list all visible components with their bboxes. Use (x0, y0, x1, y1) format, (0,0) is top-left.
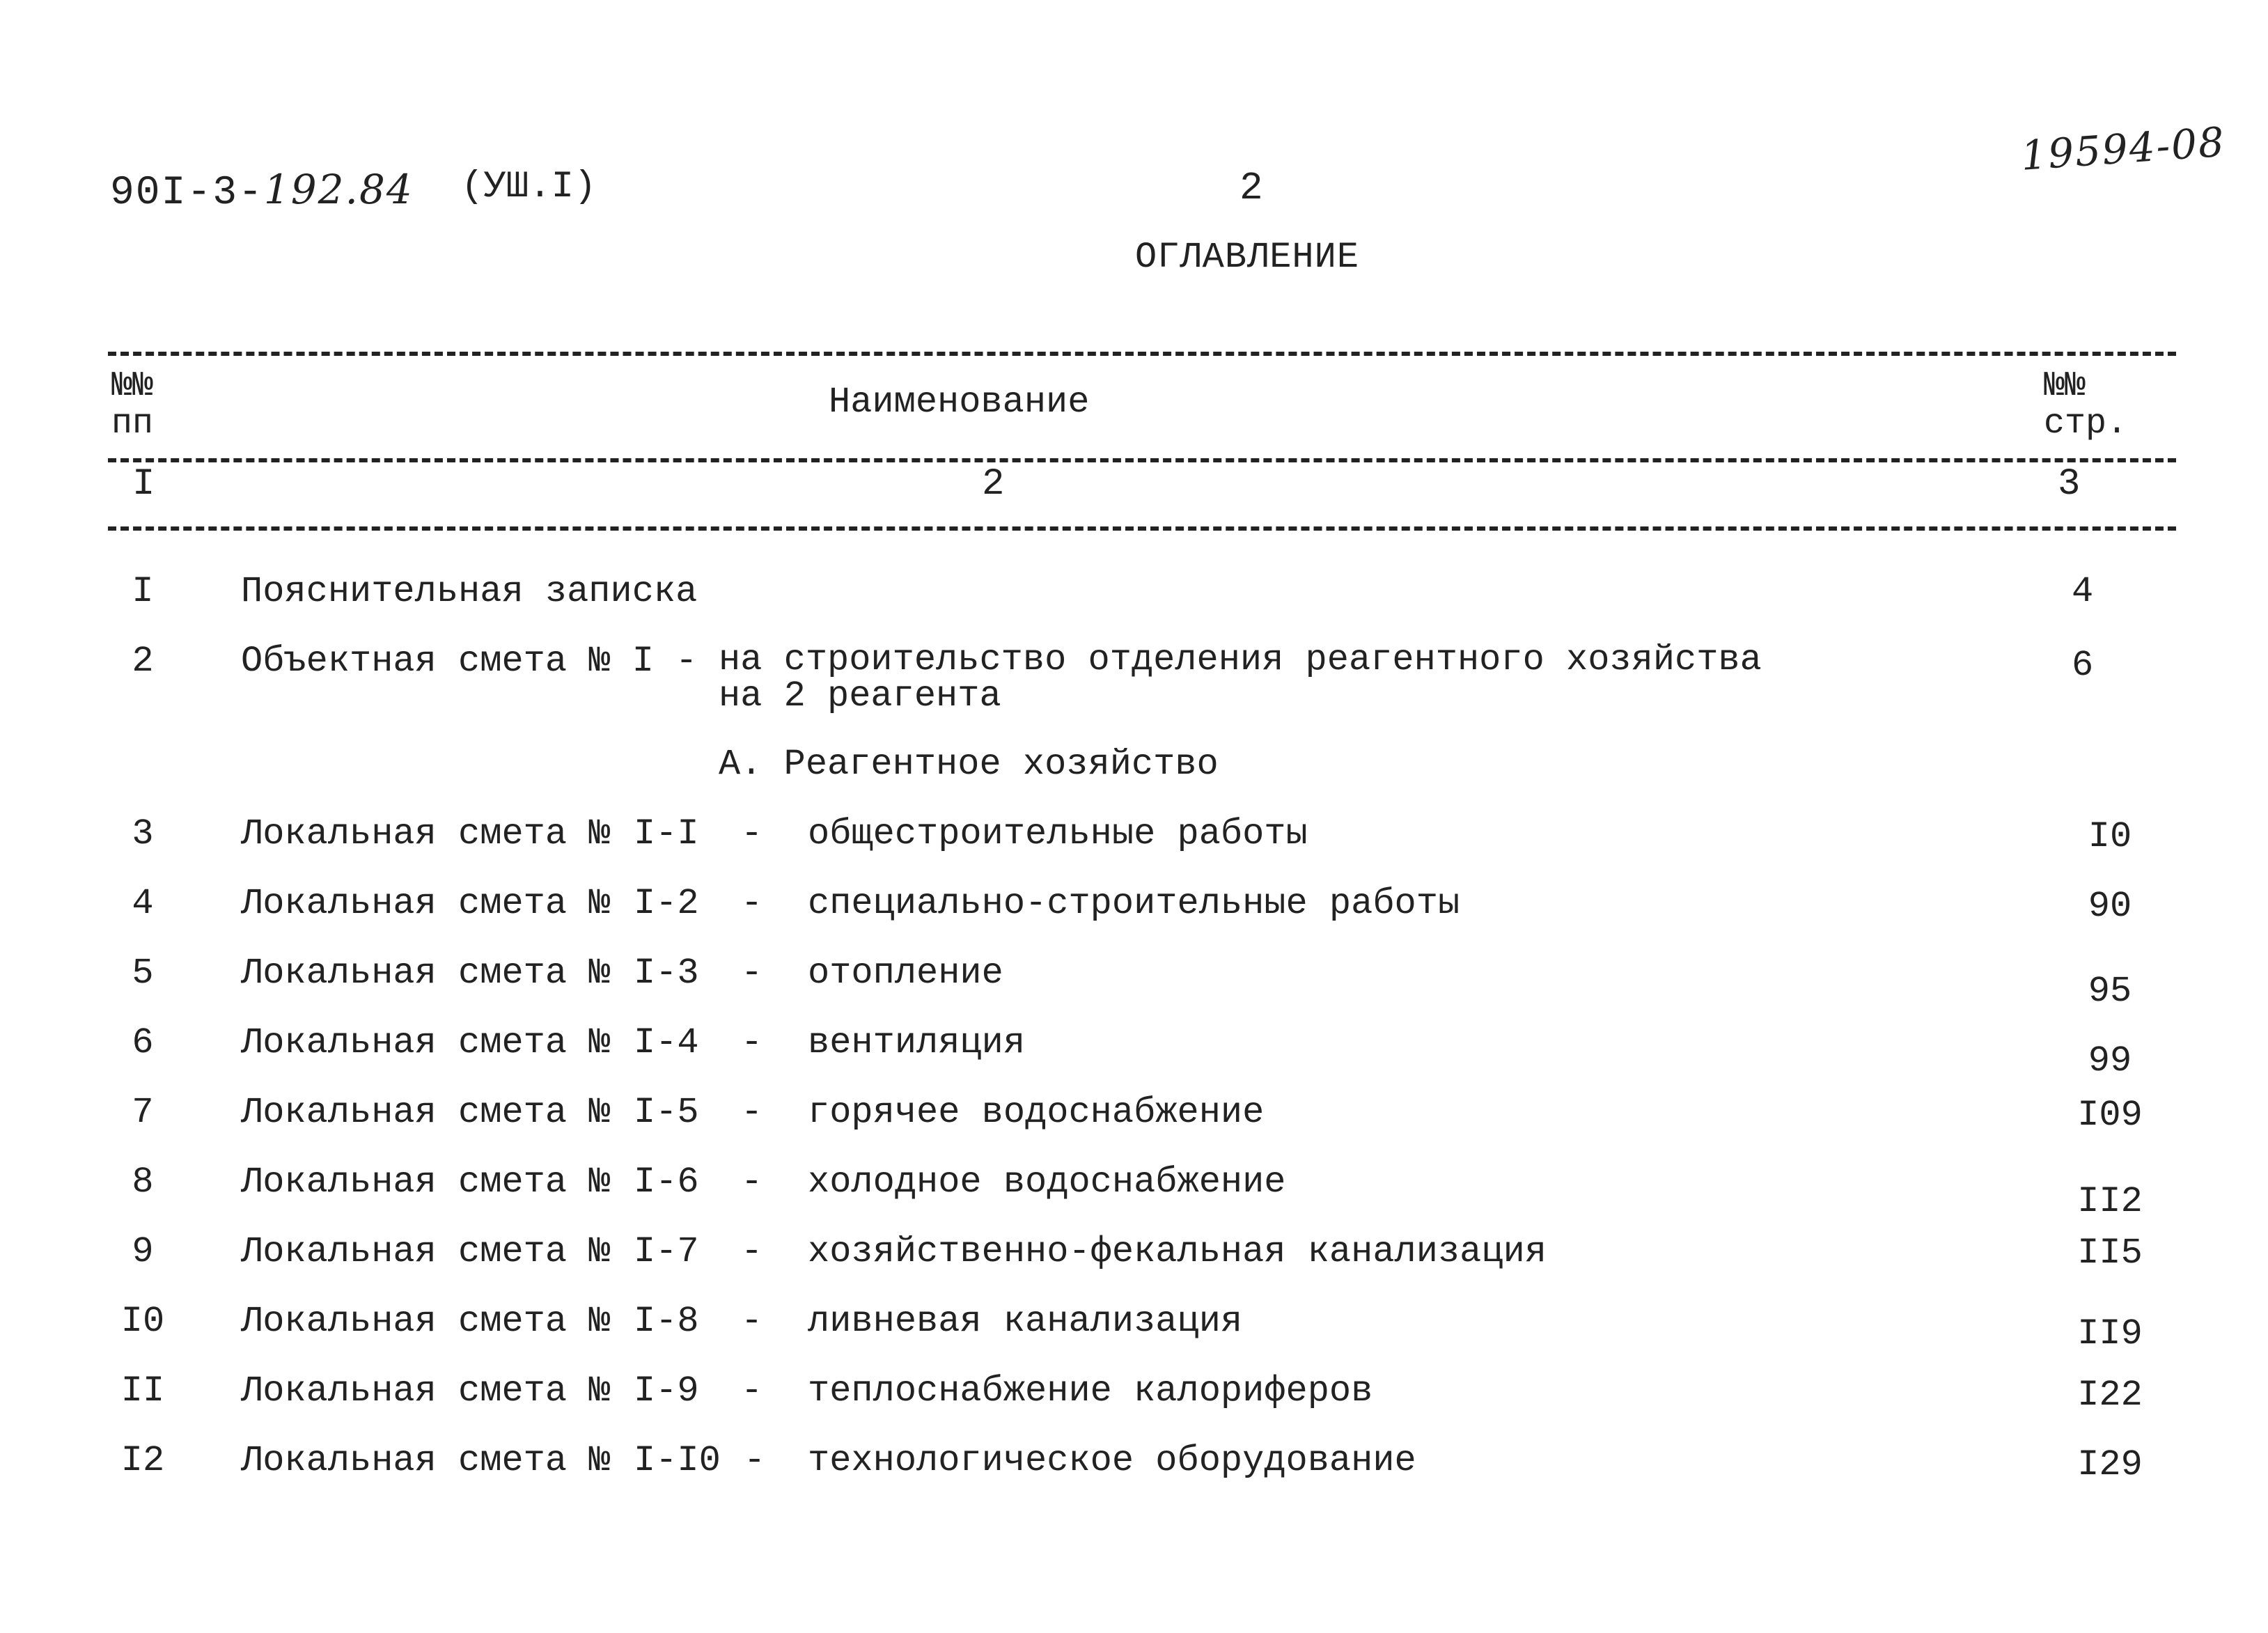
entry-prefix: Локальная смета № (241, 1092, 611, 1133)
entry-number: 5 (132, 953, 154, 994)
entry-description: холодное водоснабжение (808, 1162, 1286, 1203)
entry-description: хозяйственно-фекальная канализация (808, 1231, 1547, 1272)
entry-page: II5 (2077, 1233, 2143, 1274)
page-number: 2 (1239, 166, 1263, 210)
entry-description-line-2: на 2 реагента (719, 675, 1001, 717)
toc-entry (0, 813, 2268, 883)
entry-prefix: Локальная смета № (241, 1231, 611, 1272)
entry-prefix: Локальная смета № (241, 1162, 611, 1203)
entry-prefix: Объектная смета № I - (241, 641, 698, 682)
entry-page: II9 (2077, 1313, 2143, 1354)
entry-code: I-4 (634, 1022, 699, 1063)
toc-entry (0, 571, 2268, 641)
entry-number: 4 (132, 883, 154, 924)
entry-description: специально-строительные работы (808, 883, 1460, 924)
entry-code: I-7 (634, 1231, 699, 1272)
registration-number: 19594-08 (2019, 118, 2227, 180)
entry-code: I-8 (634, 1301, 699, 1342)
document-code-handwritten: 192.84 (263, 166, 414, 213)
column-number-2: 2 (982, 463, 1005, 506)
entry-prefix: Локальная смета № (241, 1022, 611, 1063)
entry-prefix: Локальная смета № (241, 1301, 611, 1342)
toc-entry (0, 883, 2268, 953)
entry-description: общестроительные работы (808, 813, 1308, 854)
entry-prefix: Локальная смета № (241, 813, 611, 854)
entry-number: I (132, 571, 154, 612)
entry-number: 7 (132, 1092, 154, 1133)
table-rule-middle (108, 458, 2176, 462)
toc-entry (0, 1301, 2268, 1370)
entry-number: 2 (132, 641, 154, 682)
entry-title: Пояснительная записка (241, 571, 698, 612)
entry-description: ливневая канализация (808, 1301, 1243, 1342)
toc-entry (0, 1370, 2268, 1440)
entry-page: 99 (2088, 1040, 2132, 1081)
entry-dash: - (741, 1301, 763, 1342)
number-label: пп (111, 404, 154, 444)
entry-dash: - (741, 883, 763, 924)
entry-code: I-I0 (634, 1440, 721, 1481)
entry-prefix: Локальная смета № (241, 1370, 611, 1412)
entry-code: I-3 (634, 953, 699, 994)
document-code (110, 166, 414, 216)
entry-number: 6 (132, 1022, 154, 1063)
entry-description: технологическое оборудование (808, 1440, 1416, 1481)
entry-page: I09 (2077, 1095, 2143, 1136)
entry-number: I2 (120, 1440, 165, 1481)
entry-dash: - (741, 1370, 763, 1412)
entry-description: горячее водоснабжение (808, 1092, 1265, 1133)
entry-dash: - (741, 1022, 763, 1063)
entry-code: I-I (634, 813, 699, 854)
entry-dash: - (744, 1440, 766, 1481)
number-symbol: №№ (111, 366, 154, 406)
entry-code: I-9 (634, 1370, 699, 1412)
entry-number: 9 (132, 1231, 154, 1272)
entry-dash: - (741, 1162, 763, 1203)
toc-entry (0, 1162, 2268, 1231)
page-title: ОГЛАВЛЕНИЕ (1135, 237, 1360, 278)
entry-page: 6 (2072, 645, 2094, 686)
document-code-typed: 90I-3- (110, 171, 264, 216)
toc-entry (0, 1231, 2268, 1301)
volume-label: (УШ.I) (461, 166, 597, 208)
entry-dash: - (741, 813, 763, 854)
entry-number: 3 (132, 813, 154, 854)
toc-entry (0, 1022, 2268, 1092)
entry-number: 8 (132, 1162, 154, 1203)
entry-description: теплоснабжение калориферов (808, 1370, 1373, 1412)
section-heading: А. Реагентное хозяйство (719, 744, 1219, 785)
entry-dash: - (741, 1231, 763, 1272)
entry-page: II2 (2077, 1181, 2143, 1222)
entry-prefix: Локальная смета № (241, 1440, 611, 1481)
toc-entry (0, 1440, 2268, 1510)
entry-number: II (120, 1370, 165, 1412)
entry-number: I0 (120, 1301, 165, 1342)
column-header-name: Наименование (829, 382, 1090, 423)
entry-page: 90 (2088, 886, 2132, 927)
page-symbol: №№ (2044, 366, 2086, 406)
entry-page: I29 (2077, 1444, 2143, 1485)
entry-code: I-5 (634, 1092, 699, 1133)
entry-dash: - (741, 953, 763, 994)
entry-code: I-6 (634, 1162, 699, 1203)
entry-code: I-2 (634, 883, 699, 924)
entry-page: I22 (2077, 1375, 2143, 1416)
entry-page: 95 (2088, 971, 2132, 1012)
entry-prefix: Локальная смета № (241, 953, 611, 994)
toc-entry (0, 1092, 2268, 1162)
entry-description: отопление (808, 953, 1003, 994)
entry-dash: - (741, 1092, 763, 1133)
table-rule-top (108, 352, 2176, 356)
column-header-number (111, 368, 153, 443)
entry-description: вентиляция (808, 1022, 1026, 1063)
table-rule-bottom (108, 526, 2176, 531)
entry-page: I0 (2088, 816, 2132, 857)
column-header-page (2044, 368, 2127, 443)
page-label: стр. (2044, 404, 2128, 444)
entry-description-line-1: на строительство отделения реагентного хозяйства (719, 639, 1762, 680)
toc-entry (0, 953, 2268, 1022)
entry-prefix: Локальная смета № (241, 883, 611, 924)
entry-page: 4 (2072, 571, 2094, 612)
column-number-3: 3 (2058, 463, 2081, 506)
column-number-1: I (132, 463, 155, 506)
